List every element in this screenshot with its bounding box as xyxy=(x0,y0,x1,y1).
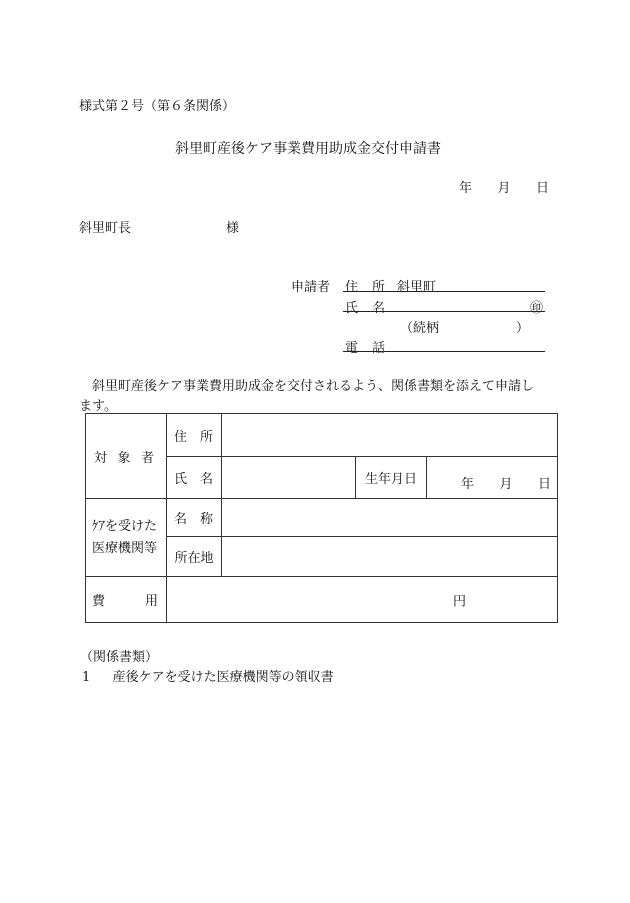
target-name-label-cell: 氏 名 xyxy=(167,457,222,499)
fee-amount-field[interactable] xyxy=(167,577,558,623)
form-number: 様式第２号（第６条関係） xyxy=(79,99,236,114)
related-doc-item xyxy=(82,666,334,685)
birthdate-label: 生年月日 xyxy=(356,457,427,499)
applicant-address-line xyxy=(343,291,545,292)
target-address-field[interactable] xyxy=(222,414,558,457)
related-docs-heading: （関係書類） xyxy=(80,650,159,665)
facility-location-label: 所在地 xyxy=(167,537,222,577)
birthdate-field[interactable]: 年 月 日 xyxy=(427,457,558,499)
application-table xyxy=(85,413,558,623)
form-title: 斜里町産後ケア事業費用助成金交付申請書 xyxy=(175,141,441,157)
target-name-field[interactable] xyxy=(222,457,356,499)
facility-name-label-cell: 名 称 xyxy=(167,499,222,537)
related-doc-text: 産後ケアを受けた医療機関等の領収書 xyxy=(112,670,334,685)
date-month: 月 xyxy=(497,181,511,196)
facility-label-cell: ｹｱを受けた 医療機関等 xyxy=(86,499,167,577)
applicant-name-label: 氏 名 xyxy=(345,301,385,316)
facility-name-field[interactable] xyxy=(222,499,558,537)
statement-line-2: ます。 xyxy=(79,399,117,414)
yen-unit: 円 xyxy=(453,594,467,609)
facility-location-field[interactable] xyxy=(222,537,558,577)
fee-label-cell: 費 用 xyxy=(86,577,167,623)
seal-mark: ㊞ xyxy=(530,301,544,316)
date-year: 年 xyxy=(459,181,473,196)
target-person-label-cell: 対 象 者 xyxy=(86,414,167,499)
applicant-phone-line xyxy=(343,351,545,352)
addressee-name: 斜里町長 xyxy=(79,221,132,236)
date-day: 日 xyxy=(535,181,549,196)
applicant-address-label: 住 所 xyxy=(345,280,385,295)
related-doc-number: 1 xyxy=(82,670,91,685)
date-line xyxy=(459,177,549,196)
applicant-relation-close: ） xyxy=(516,321,530,336)
applicant-address-value: 斜里町 xyxy=(397,280,437,295)
statement-line-1: 斜里町産後ケア事業費用助成金を交付されるよう、関係書類を添えて申請し xyxy=(92,379,535,394)
applicant-relation: （続柄 xyxy=(400,321,440,336)
addressee-honorific: 様 xyxy=(226,221,240,236)
applicant-label: 申請者 xyxy=(291,280,331,295)
applicant-phone-label: 電 話 xyxy=(345,341,385,356)
target-address-label-cell: 住 所 xyxy=(167,414,222,457)
applicant-name-line xyxy=(343,311,545,312)
